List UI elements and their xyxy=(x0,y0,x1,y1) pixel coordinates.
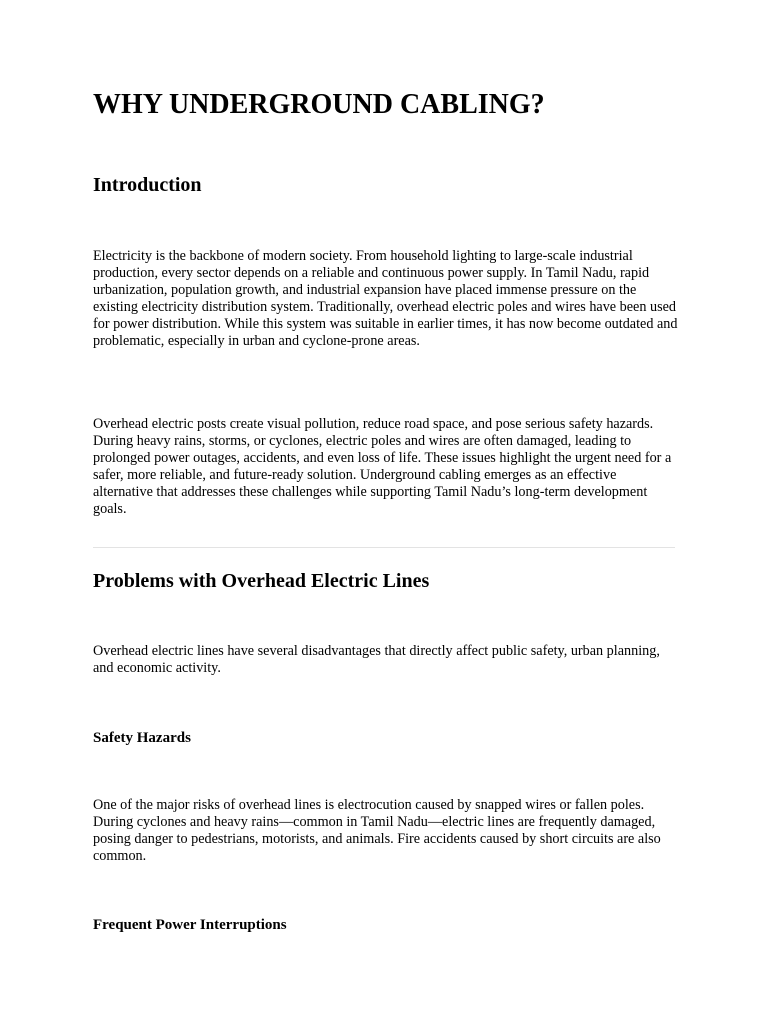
problems-intro-paragraph: Overhead electric lines have several disadvantages that directly affect public safety, urban planning, and economic activity. xyxy=(93,643,660,676)
section-divider xyxy=(93,547,675,548)
introduction-paragraph-2: Overhead electric posts create visual pollution, reduce road space, and pose serious safety hazards. During heavy rains, storms, or cyclones, electric poles and wires are often damaged, leading to prolonged power outages, accidents, and even loss of life. These issues highlight the urgent need for a safer, more reliable, and future-ready solution. Underground cabling emerges as an effective alternative that addresses these challenges while supporting Tamil Nadu’s long-term development goals. xyxy=(93,416,672,517)
introduction-paragraph-1: Electricity is the backbone of modern society. From household lighting to large-scale industrial production, every sector depends on a reliable and continuous power supply. In Tamil Nadu, rapid urbanization, population growth, and industrial expansion have placed immense pressure on the existing electricity distribution system. Traditionally, overhead electric poles and wires have been used for power distribution. While this system was suitable in earlier times, it has now become outdated and problematic, especially in urban and cyclone-prone areas. xyxy=(93,248,678,349)
safety-hazards-paragraph: One of the major risks of overhead lines is electrocution caused by snapped wires or fallen poles. During cyclones and heavy rains—common in Tamil Nadu—electric lines are frequently damaged, posing danger to pedestrians, motorists, and animals. Fire accidents caused by short circuits are also common. xyxy=(93,797,661,864)
power-interruptions-heading: Frequent Power Interruptions xyxy=(93,917,287,933)
document-title: WHY UNDERGROUND CABLING? xyxy=(93,89,545,120)
problems-heading: Problems with Overhead Electric Lines xyxy=(93,570,430,592)
introduction-heading: Introduction xyxy=(93,174,202,196)
safety-hazards-heading: Safety Hazards xyxy=(93,730,191,746)
